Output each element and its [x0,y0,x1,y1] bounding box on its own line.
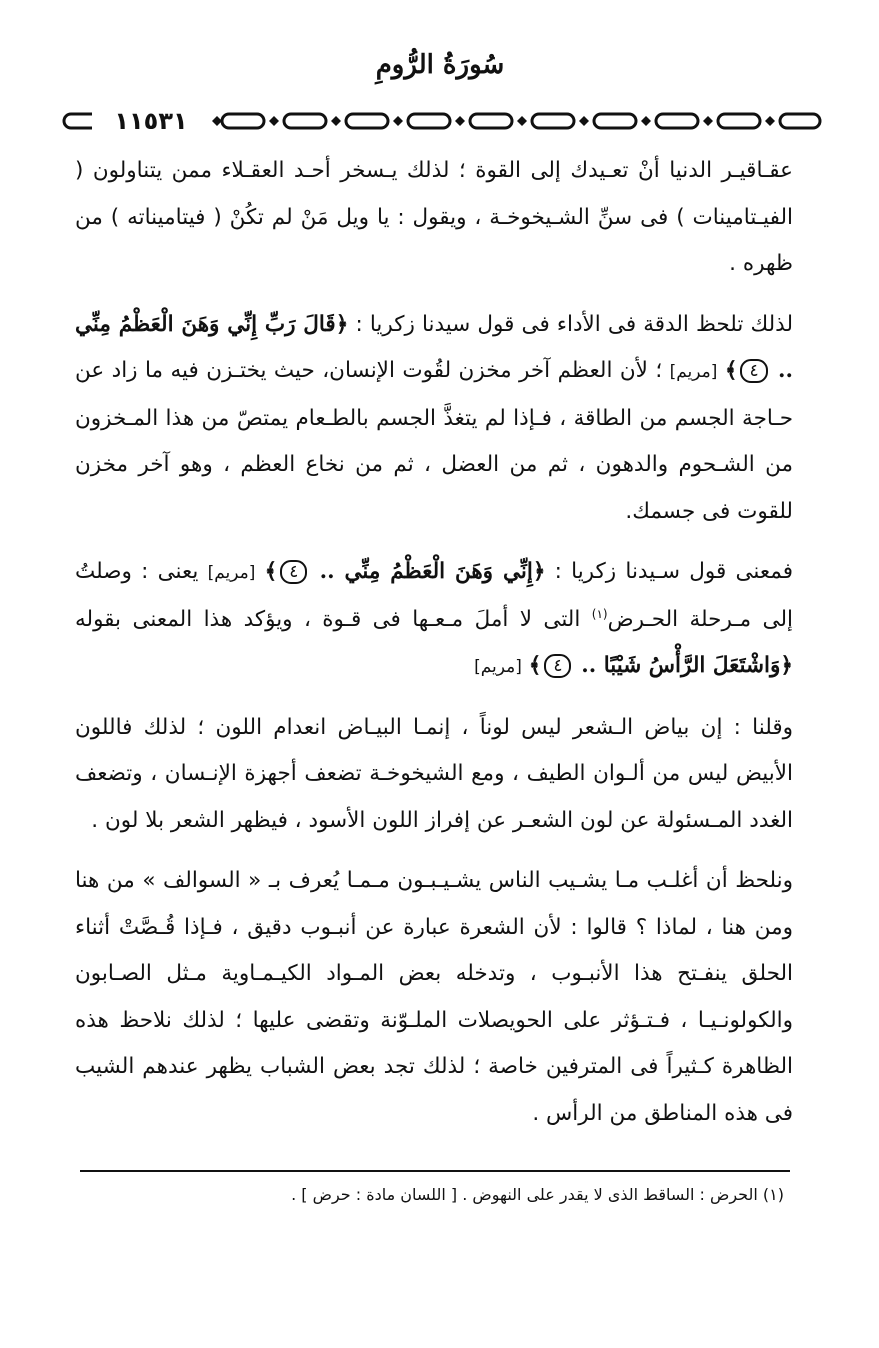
footnote-marker[interactable]: (١) [591,606,608,621]
paragraph-3-middle-2: التى لا أملَ مـعـها فى قـوة ، ويؤكد هذا المعنى بقوله [75,606,581,632]
paragraph-2-body: ؛ لأن العظم آخر مخزن لقُوت الإنسان، حيث يختـزن فيه ما زاد عن حـاجة الجسم من الطاقة ، فـإذا لم يتغذَّ الجسم بالطـعام يمتصّ من هذا المـخزون من الشـحوم والدهون ، ثم من العضل ، ثم من نخاع العظم ، وهو آخر مخزن للقوت فى جسمك. [75,358,793,524]
paragraph-5: ونلحظ أن أغلـب مـا يشـيب الناس يشـيـبـون مـمـا يُعرف بـ « السوالف » من هنا ومن هنا ، لماذا ؟ قالوا : لأن الشعرة عبارة عن أنبـوب دقيق ، فـإذا قُـصَّتْ أثناء الحلق ينفـتح هذا الأنبـوب ، وتدخله بعض المـواد الكيـمـاوية مـثل الصـابون والكولونـيـا ، فـتـؤثر على الحويصلات الملـوّنة وتقضى عليها ؛ لذلك نلاحظ هذه الظاهرة كـثيراً فى المترفين خاصة ؛ لذلك تجد بعض الشباب يظهر عندهم الشيب فى هذه المناطق من الرأس . [75,868,793,1126]
quran-close-bracket: ﴾ [264,559,278,584]
quran-verse: إِنِّي وَهَنَ الْعَظْمُ مِنِّي .. [319,559,533,584]
quran-verse: وَاشْتَعَلَ الرَّأْسُ شَيْبًا .. [581,653,781,678]
paragraph-1: عقـاقيـر الدنيا أنْ تعـيدك إلى القوة ؛ لذلك يـسخر أحـد العقـلاء ممن يتناولون ( الفيـتامينات ) فى سنِّ الشـيخوخـة ، ويقول : يا ويل مَنْ لم تكُنْ ( فيتاميناته ) من ظهره . [75,158,793,276]
quran-verse: قَالَ رَبِّ إِنِّي وَهَنَ الْعَظْمُ مِنِّي .. [75,311,793,383]
quran-open-bracket: ﴿ [780,653,793,678]
paragraph-3 [75,549,793,691]
quran-open-bracket: ﴿ [532,559,546,584]
paragraph-2 [75,302,793,536]
surah-reference: [مريم] [474,657,522,677]
paragraph-4: وقلنا : إن بياض الـشعر ليس لوناً ، إنمـا البيـاض انعدام اللون ؛ لذلك فاللون الأبيض ليس من ألـوان الطيف ، ومع الشيخوخـة تضعف أجهزة الإنـسان ، وتضعف الغدد المـسئولة عن لون الشعـر عن إفراز اللون الأسود ، فيظهر الشعر بلا لون . [75,714,793,833]
paragraph-3-middle: يعنى : وصلتُ إلى مـرحلة الحـرض [75,559,793,632]
verse-number-badge: ٤ [280,560,307,584]
paragraph-2-intro: لذلك تلحظ الدقة فى الأداء فى قول سيدنا زكريا : [355,311,793,337]
quran-close-bracket: ﴾ [528,653,542,678]
quran-open-bracket: ﴿ [335,311,349,337]
surah-reference: [مريم] [669,362,718,382]
verse-number-badge: ٤ [544,654,571,678]
page-number: ١١٥٣١ [92,104,210,138]
verse-number-badge: ٤ [740,359,767,383]
quran-close-bracket: ﴾ [724,358,738,383]
surah-reference: [مريم] [207,563,256,583]
footnote-divider [80,1170,790,1172]
surah-title: سُورَةُ الرُّومِ [375,50,505,80]
paragraph-3-intro: فمعنى قول سـيدنا زكريا : [554,559,793,584]
main-text [75,148,793,1151]
footnote: (١) الحرض : الساقط الذى لا يقدر على النهوض . [ اللسان مادة : حرض ] . [291,1185,784,1204]
